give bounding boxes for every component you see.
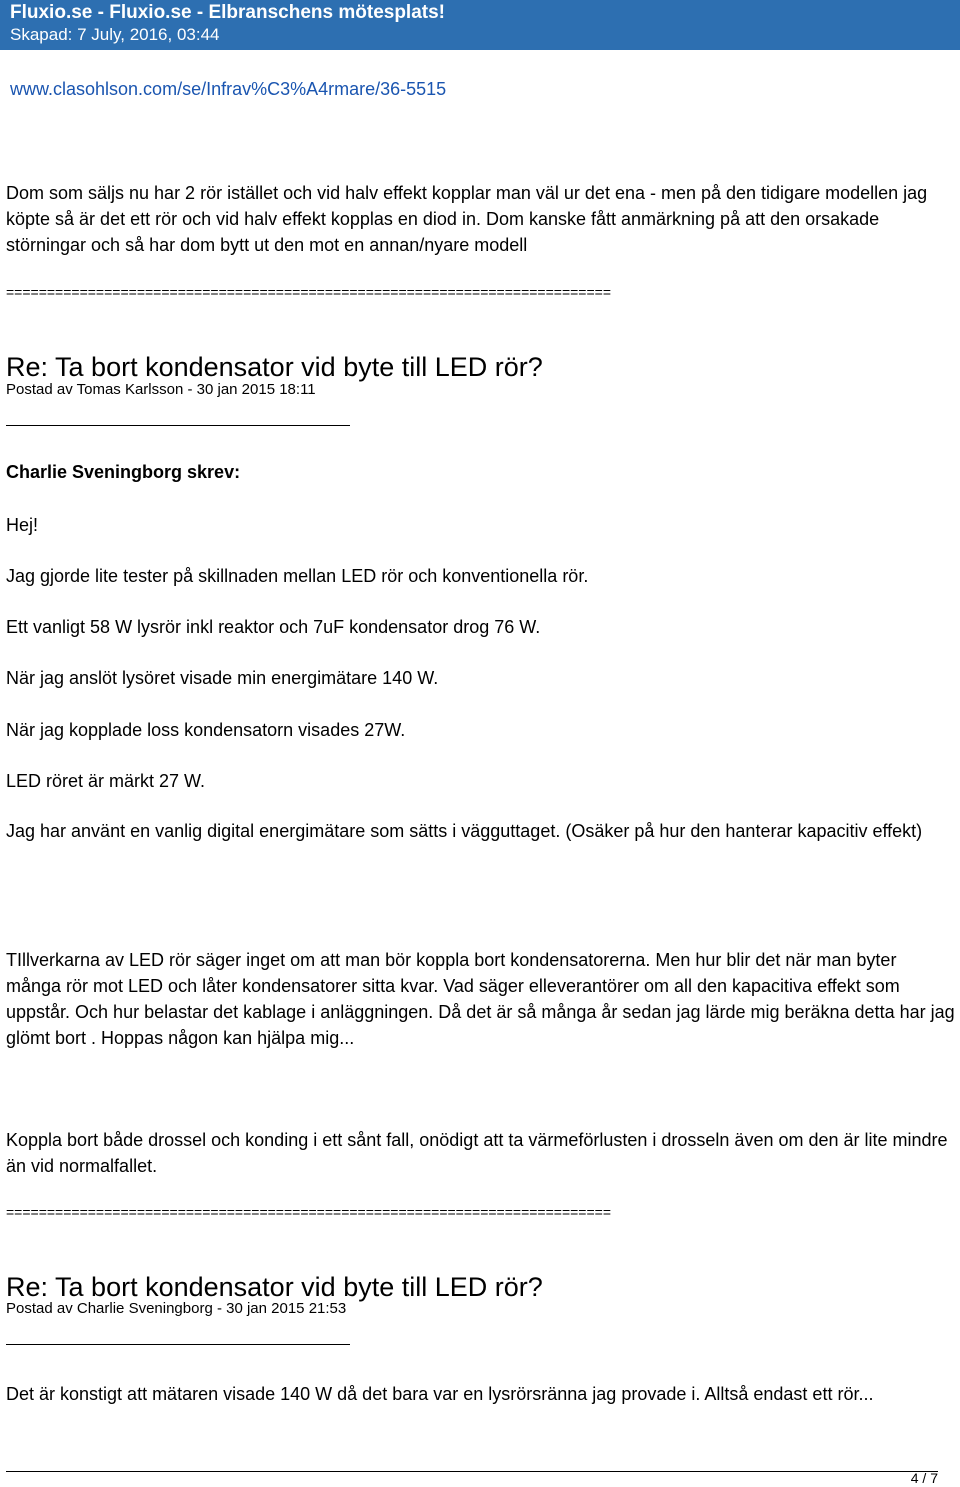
separator: ========================================================================== — [6, 1204, 612, 1220]
quote-line: När jag kopplade loss kondensatorn visades 27W. — [6, 720, 406, 740]
page-header — [0, 0, 960, 50]
quote-line: Hej! — [6, 515, 39, 535]
quote-paragraph: Jag har använt en vanlig digital energimätare som sätts i vägguttaget. (Osäker på hur den hanterar kapacitiv effekt) — [6, 821, 923, 841]
quote-line: Jag gjorde lite tester på skillnaden mellan LED rör och konventionella rör. — [6, 566, 589, 586]
product-link[interactable]: www.clasohlson.com/se/Infrav%C3%A4rmare/36-5515 — [10, 79, 447, 99]
quote-line: LED röret är märkt 27 W. — [6, 771, 206, 791]
page-number: 4 / 7 — [910, 1470, 938, 1486]
post-rule — [6, 425, 350, 426]
post-rule — [6, 1344, 350, 1345]
intro-paragraph: Dom som säljs nu har 2 rör istället och vid halv effekt kopplar man väl ur det ena - men på den tidigare modellen jag köpte så är det ett rör och vid halv effekt kopplas en diod in. Dom kanske fått anmärkning på att den orsakade störningar och så har dom bytt ut den mot en annan/nyare modell — [6, 183, 928, 255]
footer-rule — [6, 1471, 938, 1472]
quote-author: Charlie Sveningborg skrev: — [6, 462, 241, 482]
reply-paragraph: Koppla bort både drossel och konding i ett sånt fall, onödigt att ta värmeförlusten i drosseln även om den är lite mindre än vid normalfallet. — [6, 1130, 948, 1176]
post-title: Re: Ta bort kondensator vid byte till LED rör? — [6, 1272, 543, 1302]
post-title: Re: Ta bort kondensator vid byte till LED rör? — [6, 352, 543, 382]
quote-paragraph: TIllverkarna av LED rör säger inget om att man bör koppla bort kondensatorerna. Men hur blir det när man byter många rör mot LED och låter kondensatorer sitta kvar. Vad säger elleverantörer om all den kapacitiva effekt som uppstår. Och hur belastar det kablage i anläggningen. Då det är så många år sedan jag lärde mig beräkna detta har jag glömt bort . Hoppas någon kan hjälpa mig... — [6, 950, 955, 1048]
post-meta: Postad av Tomas Karlsson - 30 jan 2015 18:11 — [6, 381, 316, 398]
separator: ========================================================================== — [6, 284, 612, 300]
quote-line: Ett vanligt 58 W lysrör inkl reaktor och 7uF kondensator drog 76 W. — [6, 617, 541, 637]
post-meta: Postad av Charlie Sveningborg - 30 jan 2015 21:53 — [6, 1300, 347, 1317]
site-title: Fluxio.se - Fluxio.se - Elbranschens mötesplats! — [10, 2, 445, 23]
created-date: Skapad: 7 July, 2016, 03:44 — [10, 25, 220, 44]
post-body: Det är konstigt att mätaren visade 140 W då det bara var en lysrörsränna jag provade i. Alltså endast ett rör... — [6, 1384, 874, 1404]
quote-line: När jag anslöt lysöret visade min energimätare 140 W. — [6, 668, 439, 688]
